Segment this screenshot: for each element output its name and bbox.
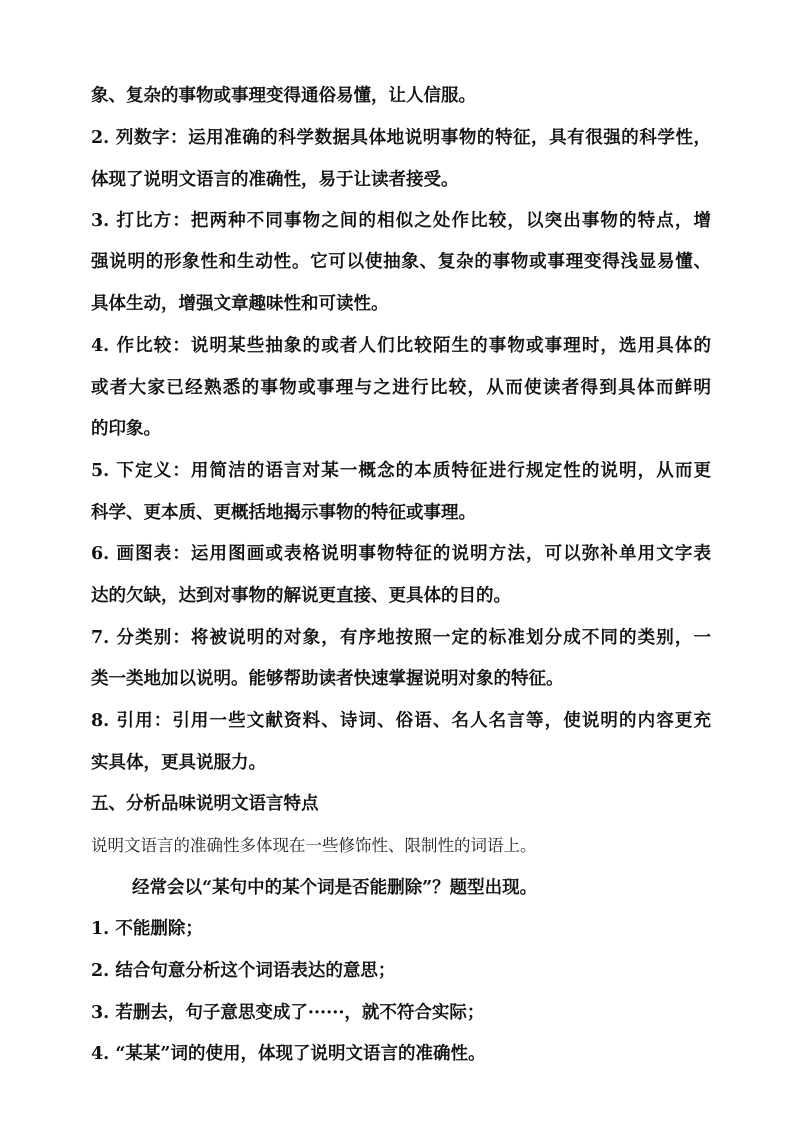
text-line: 达的欠缺，达到对事物的解说更直接、更具体的目的。 bbox=[91, 586, 511, 606]
step-item: 1. 不能删除； bbox=[91, 919, 203, 939]
text-line: 或者大家已经熟悉的事物或事理与之进行比较，从而使读者得到具体而鲜明 bbox=[91, 378, 711, 398]
text-line: 象、复杂的事物或事理变得通俗易懂，让人信服。 bbox=[91, 86, 476, 106]
text-line: 类一类地加以说明。能够帮助读者快速掌握说明对象的特征。 bbox=[91, 669, 564, 689]
intro-text: 说明文语言的准确性多体现在一些修饰性、限制性的词语上。 bbox=[91, 836, 537, 855]
text-line: 4. 作比较：说明某些抽象的或者人们比较陌生的事物或事理时，选用具体的 bbox=[91, 336, 711, 356]
text-line: 强说明的形象性和生动性。它可以使抽象、复杂的事物或事理变得浅显易懂、 bbox=[91, 252, 711, 272]
text-line: 5. 下定义：用简洁的语言对某一概念的本质特征进行规定性的说明，从而更 bbox=[91, 461, 711, 481]
text-line: 的印象。 bbox=[91, 419, 161, 439]
text-line: 体现了说明文语言的准确性，易于让读者接受。 bbox=[91, 170, 459, 190]
text-line: 实具体，更具说服力。 bbox=[91, 753, 266, 773]
step-item: 3. 若删去，句子意思变成了······，就不符合实际； bbox=[91, 1003, 485, 1023]
step-item: 4. “某某”词的使用，体现了说明文语言的准确性。 bbox=[91, 1044, 486, 1064]
text-line: 3. 打比方：把两种不同事物之间的相似之处作比较，以突出事物的特点，增 bbox=[91, 211, 711, 231]
question-type-text: 经常会以“某句中的某个词是否能删除”？题型出现。 bbox=[132, 878, 538, 898]
text-line: 8. 引用：引用一些文献资料、诗词、俗语、名人名言等，使说明的内容更充 bbox=[91, 711, 711, 731]
text-line: 科学、更本质、更概括地揭示事物的特征或事理。 bbox=[91, 503, 476, 523]
step-item: 2. 结合句意分析这个词语表达的意思； bbox=[91, 961, 396, 981]
text-line: 7. 分类别：将被说明的对象，有序地按照一定的标准划分成不同的类别，一 bbox=[91, 628, 711, 648]
text-line: 具体生动，增强文章趣味性和可读性。 bbox=[91, 294, 389, 314]
text-line: 2. 列数字：运用准确的科学数据具体地说明事物的特征，具有很强的科学性， bbox=[91, 128, 711, 148]
section-heading: 五、分析品味说明文语言特点 bbox=[91, 794, 319, 814]
text-line: 6. 画图表：运用图画或表格说明事物特征的说明方法，可以弥补单用文字表 bbox=[91, 544, 711, 564]
